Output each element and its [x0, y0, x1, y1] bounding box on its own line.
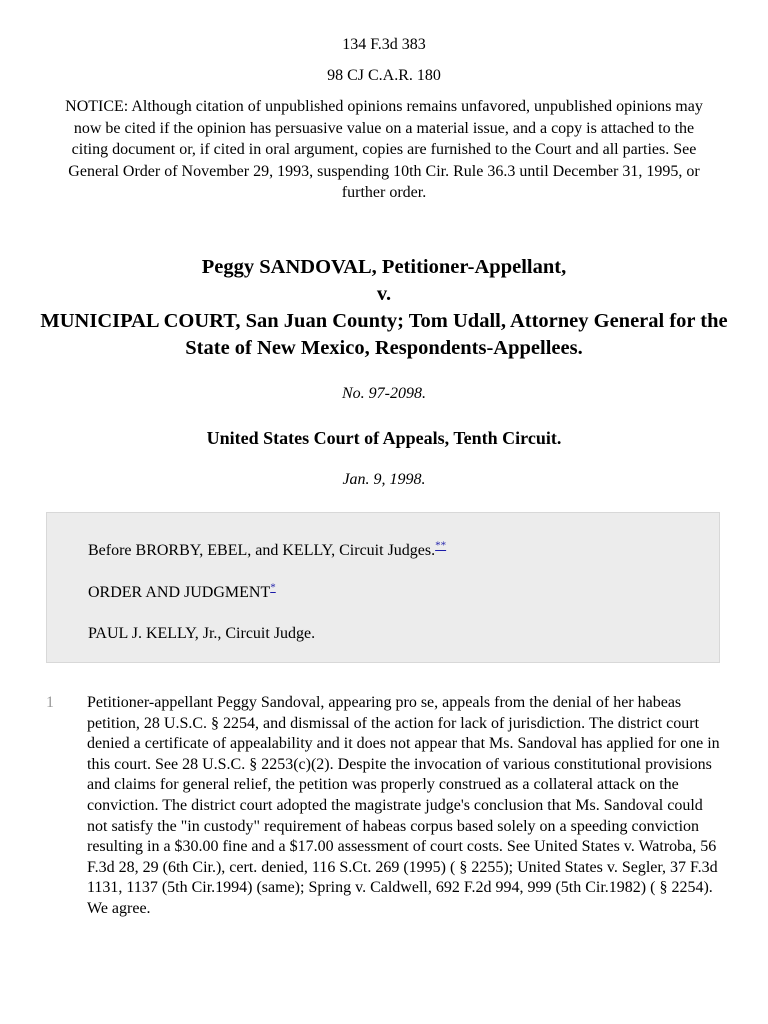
order-title — [88, 583, 276, 603]
docket-number: No. 97-2098. — [342, 385, 426, 402]
respondents-line: MUNICIPAL COURT, San Juan County; Tom Udall, Attorney General for the State of New Mexico, Respondents-Appellees. — [40, 310, 728, 359]
reporter-citation: 134 F.3d 383 — [342, 36, 426, 53]
panel-judges-text: Before BRORBY, EBEL, and KELLY, Circuit Judges. — [88, 542, 436, 559]
decision-date: Jan. 9, 1998. — [342, 471, 426, 488]
court-name: United States Court of Appeals, Tenth Circuit. — [206, 428, 562, 448]
opinion-author: PAUL J. KELLY, Jr., Circuit Judge. — [88, 625, 316, 642]
unpublished-notice: NOTICE: Although citation of unpublished opinions remains unfavored, unpublished opinions may now be cited if the opinion has persuasive value on a material issue, and a copy is attached to the citing document or, if cited in oral argument, copies are furnished to the Court and all parties. See General Order of November 29, 1993, suspending 10th Cir. Rule 36.3 until December 31, 1995, or further order. — [65, 98, 703, 201]
versus-line: v. — [376, 283, 392, 305]
footnote-link-star[interactable]: * — [270, 581, 276, 594]
order-title-text: ORDER AND JUDGMENT — [88, 584, 271, 601]
paragraph-text: Petitioner-appellant Peggy Sandoval, appearing pro se, appeals from the denial of her habeas petition, 28 U.S.C. § 2254, and dismissal of the action for lack of jurisdiction. The district court denied a certificate of appealability and it does not appear that Ms. Sandoval has applied for one in this court. See 28 U.S.C. § 2253(c)(2). Despite the invocation of various constitutional provisions and claims for general relief, the petition was properly construed as a collateral attack on the conviction. The district court adopted the magistrate judge's conclusion that Ms. Sandoval could not satisfy the "in custody" requirement of habeas corpus based solely on a speeding conviction resulting in a $30.00 fine and a $17.00 assessment of court costs. See United States v. Watroba, 56 F.3d 28, 29 (6th Cir.), cert. denied, 116 S.Ct. 269 (1995) ( § 2255); United States v. Segler, 37 F.3d 1131, 1137 (5th Cir.1994) (same); Spring v. Caldwell, 692 F.2d 994, 999 (5th Cir.1982) ( § 2254). We agree. — [87, 694, 720, 917]
cj-citation: 98 CJ C.A.R. 180 — [327, 67, 441, 84]
panel-info-box — [46, 512, 720, 663]
paragraph-number: 1 — [46, 694, 54, 711]
case-caption — [20, 254, 748, 362]
panel-judges — [88, 541, 446, 561]
petitioner-line: Peggy SANDOVAL, Petitioner-Appellant, — [201, 256, 567, 278]
footnote-link-double-star[interactable]: ** — [435, 539, 447, 552]
